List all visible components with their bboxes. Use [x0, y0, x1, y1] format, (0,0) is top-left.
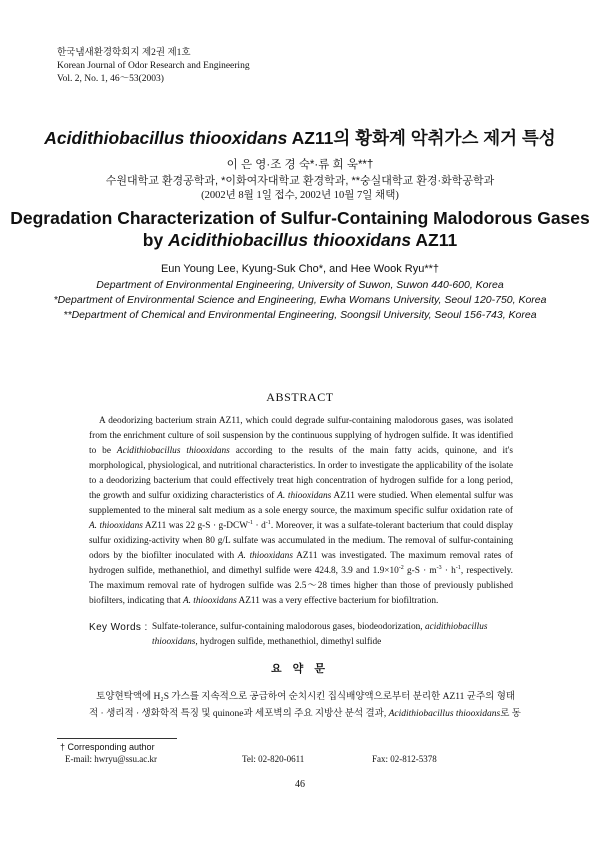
korean-abstract-species: Acidithiobacillus thiooxidans	[388, 709, 501, 719]
abstract-text: A deodorizing bacterium strain AZ11, which could degrade sulfur-containing malodorous gases, was isolated from the enrichment culture of soil suspension by the continuous supplying of hydrogen sulfide. It was identified to be	[89, 416, 513, 456]
english-title	[0, 207, 600, 251]
korean-title-species: Acidithiobacillus thiooxidans	[44, 128, 288, 148]
journal-name-english: Korean Journal of Odor Research and Engineering	[57, 61, 250, 71]
contact-fax: Fax: 02-812-5378	[372, 754, 437, 764]
keywords-list-end: , hydrogen sulfide, methanethiol, dimethyl sulfide	[195, 637, 382, 647]
abstract-text: AZ11 was investigated. The maximum removal rates of hydrogen sulfide, methanethiol, and dimethyl sulfide were 424.8, 3.9 and 1.9×10	[89, 551, 513, 576]
abstract-body	[89, 414, 513, 609]
korean-abstract-text: 적 · 생리적 · 생화학적 특징 및 quinone과 세포벽의 주요 지방산 분석 결과,	[89, 709, 389, 719]
abstract-superscript: -3	[436, 564, 442, 571]
english-affiliations	[0, 278, 600, 323]
abstract-text: g-S · m	[403, 566, 437, 576]
english-title-suffix: AZ11	[411, 230, 458, 250]
english-authors: Eun Young Lee, Kyung-Suk Cho*, and Hee Wook Ryu**†	[160, 263, 440, 275]
korean-abstract-line1	[89, 689, 516, 706]
abstract-species: A. thiooxidans	[277, 491, 332, 501]
korean-abstract-text: 로 동	[500, 709, 521, 719]
abstract-superscript: -1	[455, 564, 461, 571]
abstract-heading: ABSTRACT	[266, 390, 334, 404]
abstract-text: AZ11 were studied. When elemental sulfur was supplemented to the mineral salt medium as a sole energy source, the maximum specific sulfur oxidation rate of	[89, 491, 514, 516]
korean-dates: (2002년 8월 1일 접수, 2002년 10월 7일 채택)	[201, 190, 399, 201]
abstract-species: Acidithiobacillus thiooxidans	[116, 446, 230, 456]
journal-volume: Vol. 2, No. 1, 46～53(2003)	[57, 74, 164, 84]
contact-email: E-mail: hwryu@ssu.ac.kr	[65, 754, 158, 764]
english-title-line1: Degradation Characterization of Sulfur-Containing Malodorous Gases	[10, 208, 590, 228]
english-title-species: Acidithiobacillus thiooxidans	[168, 230, 412, 250]
journal-header	[57, 47, 250, 86]
abstract-species: A. thiooxidans	[237, 551, 293, 561]
korean-authors: 이 은 영·조 경 숙*·류 희 욱**†	[226, 159, 374, 171]
korean-title	[0, 125, 600, 150]
korean-abstract-line2	[89, 706, 521, 723]
abstract-text: · d	[253, 521, 266, 531]
english-title-prefix: by	[142, 230, 169, 250]
keywords-list: Sulfate-tolerance, sulfur-containing malodorous gases, biodeodorization,	[152, 622, 425, 632]
abstract-text: · h	[441, 566, 456, 576]
contact-tel: Tel: 02-820-0611	[242, 754, 305, 764]
abstract-text: according to the results of the main fatty acids, quinone, and it's morphological, physiological, and nutritional characteristics. In order to investigate the applicability of the isolate to a deodorizing bacterium that could effectively treat high concentration of hydrogen sulfide for a long period, the growth and sulfur oxidizing characteristics of	[89, 446, 514, 501]
abstract-text: AZ11 was a very effective bacterium for biofiltration.	[236, 596, 439, 606]
footnote	[60, 741, 530, 765]
abstract-superscript: -1	[248, 519, 254, 526]
abstract-species: A. thiooxidans	[89, 521, 143, 531]
affiliation-soongsil: **Department of Chemical and Environmental Engineering, Soongsil University, Seoul 156-743, Korea	[63, 309, 537, 321]
abstract-text: AZ11 was 22 g-S · g-DCW	[142, 521, 248, 531]
corresponding-author: † Corresponding author	[60, 742, 155, 752]
korean-abstract-text: 토양현탁액에 H₂S 가스를 지속적으로 공급하여 순치시킨 집식배양액으로부터 분리한 AZ11 균주의 형태	[96, 692, 516, 702]
journal-name-korean: 한국냄새환경학회지 제2권 제1호	[57, 48, 191, 58]
keywords-species: acidithiobacillus thiooxidans	[152, 622, 488, 647]
affiliation-ewha: *Department of Environmental Science and Engineering, Ewha Womans University, Seoul 120-750, Korea	[53, 294, 547, 306]
abstract-superscript: -2	[398, 564, 404, 571]
footnote-divider	[57, 738, 177, 739]
page-number: 46	[295, 779, 305, 790]
korean-affiliations: 수원대학교 환경공학과, *이화여자대학교 환경학과, **숭실대학교 환경·화학공학과	[105, 175, 495, 187]
keywords-label: Key Words :	[89, 622, 148, 633]
keywords-text	[152, 620, 529, 650]
korean-title-rest: AZ11의 황화계 악취가스 제거 특성	[287, 128, 556, 148]
korean-abstract-body	[89, 689, 521, 723]
abstract-text: , respectively. The maximum removal rate of hydrogen sulfide was 2.5～28 times higher than those of previously published biofilters, indicating that	[89, 566, 513, 606]
korean-abstract-heading: 요 약 문	[271, 663, 329, 675]
abstract-species: A. thiooxidans	[182, 596, 237, 606]
keywords	[89, 620, 529, 650]
english-title-line2	[0, 229, 600, 251]
abstract-superscript: -1	[265, 519, 271, 526]
contact-line	[60, 753, 530, 765]
affiliation-suwon: Department of Environmental Engineering, University of Suwon, Suwon 440-600, Korea	[96, 279, 504, 291]
abstract-text: . Moreover, it was a sulfate-tolerant bacterium that could display sulfur oxidizing-activity when 80 g/L sulfate was accumulated in the medium. The removal of sulfur-containing odors by the biofilter inoculated with	[89, 521, 513, 561]
